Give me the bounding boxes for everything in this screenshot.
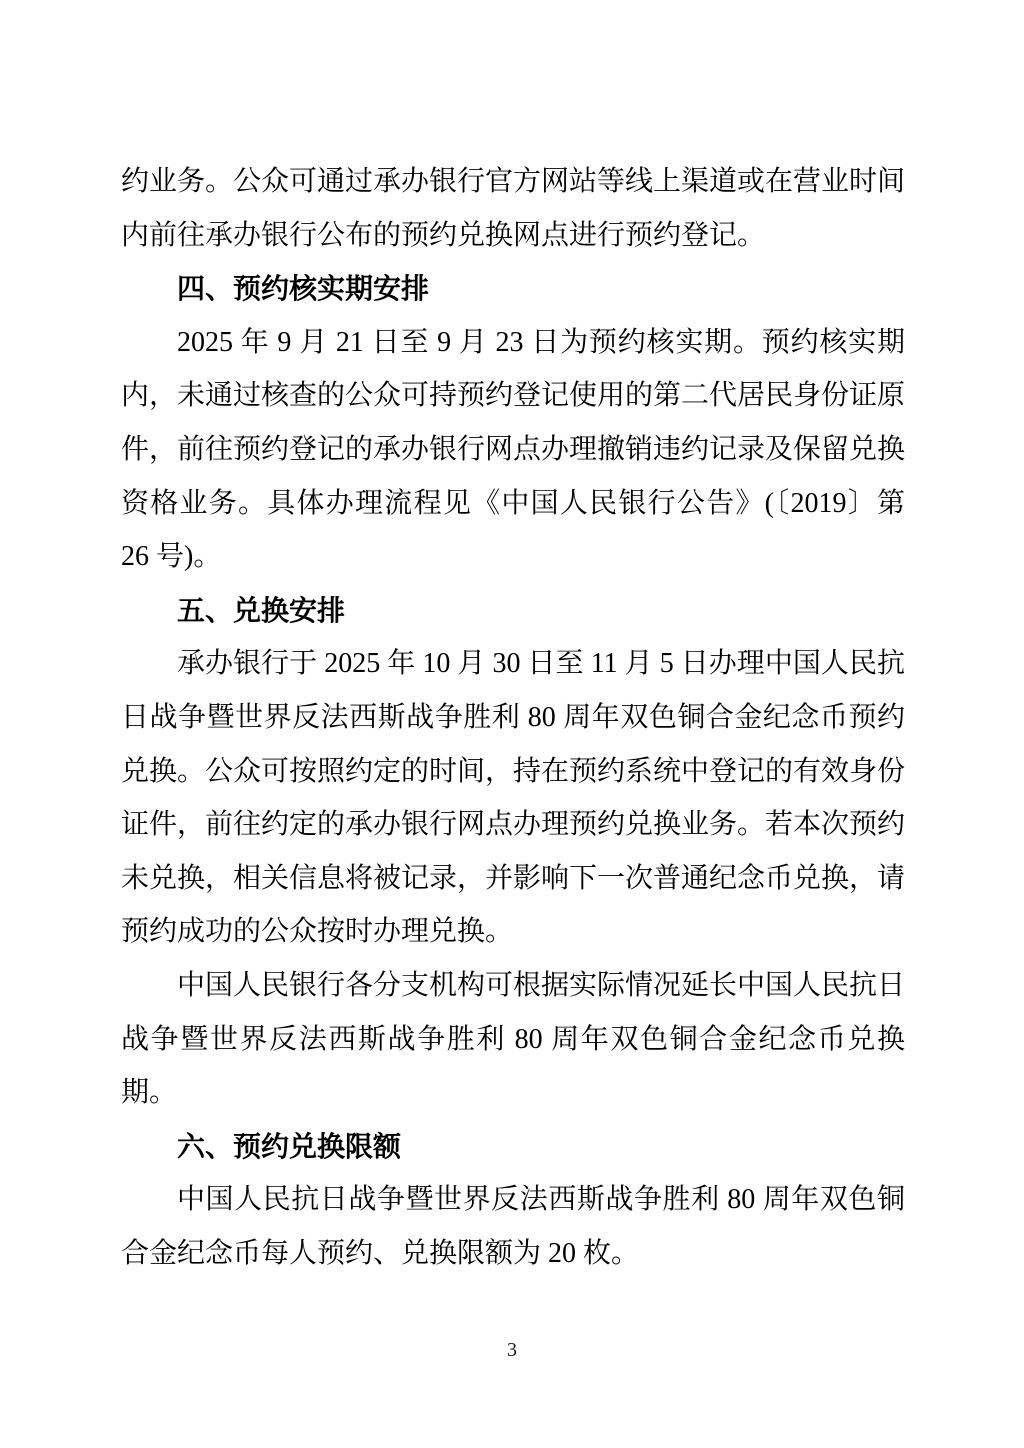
section-4-paragraph-1: 2025 年 9 月 21 日至 9 月 23 日为预约核实期。预约核实期内，未通过核查的公众可持预约登记使用的第二代居民身份证原件，前往预约登记的承办银行网点办理撤销违约记录及保留兑换资格业务。具体办理流程见《中国人民银行公告》(〔2019〕第 26 号)。: [121, 326, 906, 573]
section-5-paragraph-2: 中国人民银行各分支机构可根据实际情况延长中国人民抗日战争暨世界反法西斯战争胜利 80 周年双色铜合金纪念币兑换期。: [121, 969, 906, 1109]
section-heading-6: 六、预约兑换限额: [177, 1130, 402, 1162]
paragraph-continuation: 约业务。公众可通过承办银行官方网站等线上渠道或在营业时间内前往承办银行公布的预约兑换网点进行预约登记。: [121, 166, 906, 251]
page-number: 3: [507, 1339, 517, 1361]
page-footer: [0, 1338, 1024, 1362]
section-heading-4: 四、预约核实期安排: [177, 273, 430, 305]
document-content: [121, 155, 905, 1280]
section-5-paragraph-1: 承办银行于 2025 年 10 月 30 日至 11 月 5 日办理中国人民抗日战争暨世界反法西斯战争胜利 80 周年双色铜合金纪念币预约兑换。公众可按照约定的时间，持在预约系统中登记的有效身份证件，前往约定的承办银行网点办理预约兑换业务。若本次预约未兑换，相关信息将被记录，并影响下一次普通纪念币兑换，请预约成功的公众按时办理兑换。: [121, 648, 906, 948]
section-6-paragraph-1: 中国人民抗日战争暨世界反法西斯战争胜利 80 周年双色铜合金纪念币每人预约、兑换限额为 20 枚。: [121, 1184, 905, 1269]
section-heading-5: 五、兑换安排: [177, 594, 346, 626]
